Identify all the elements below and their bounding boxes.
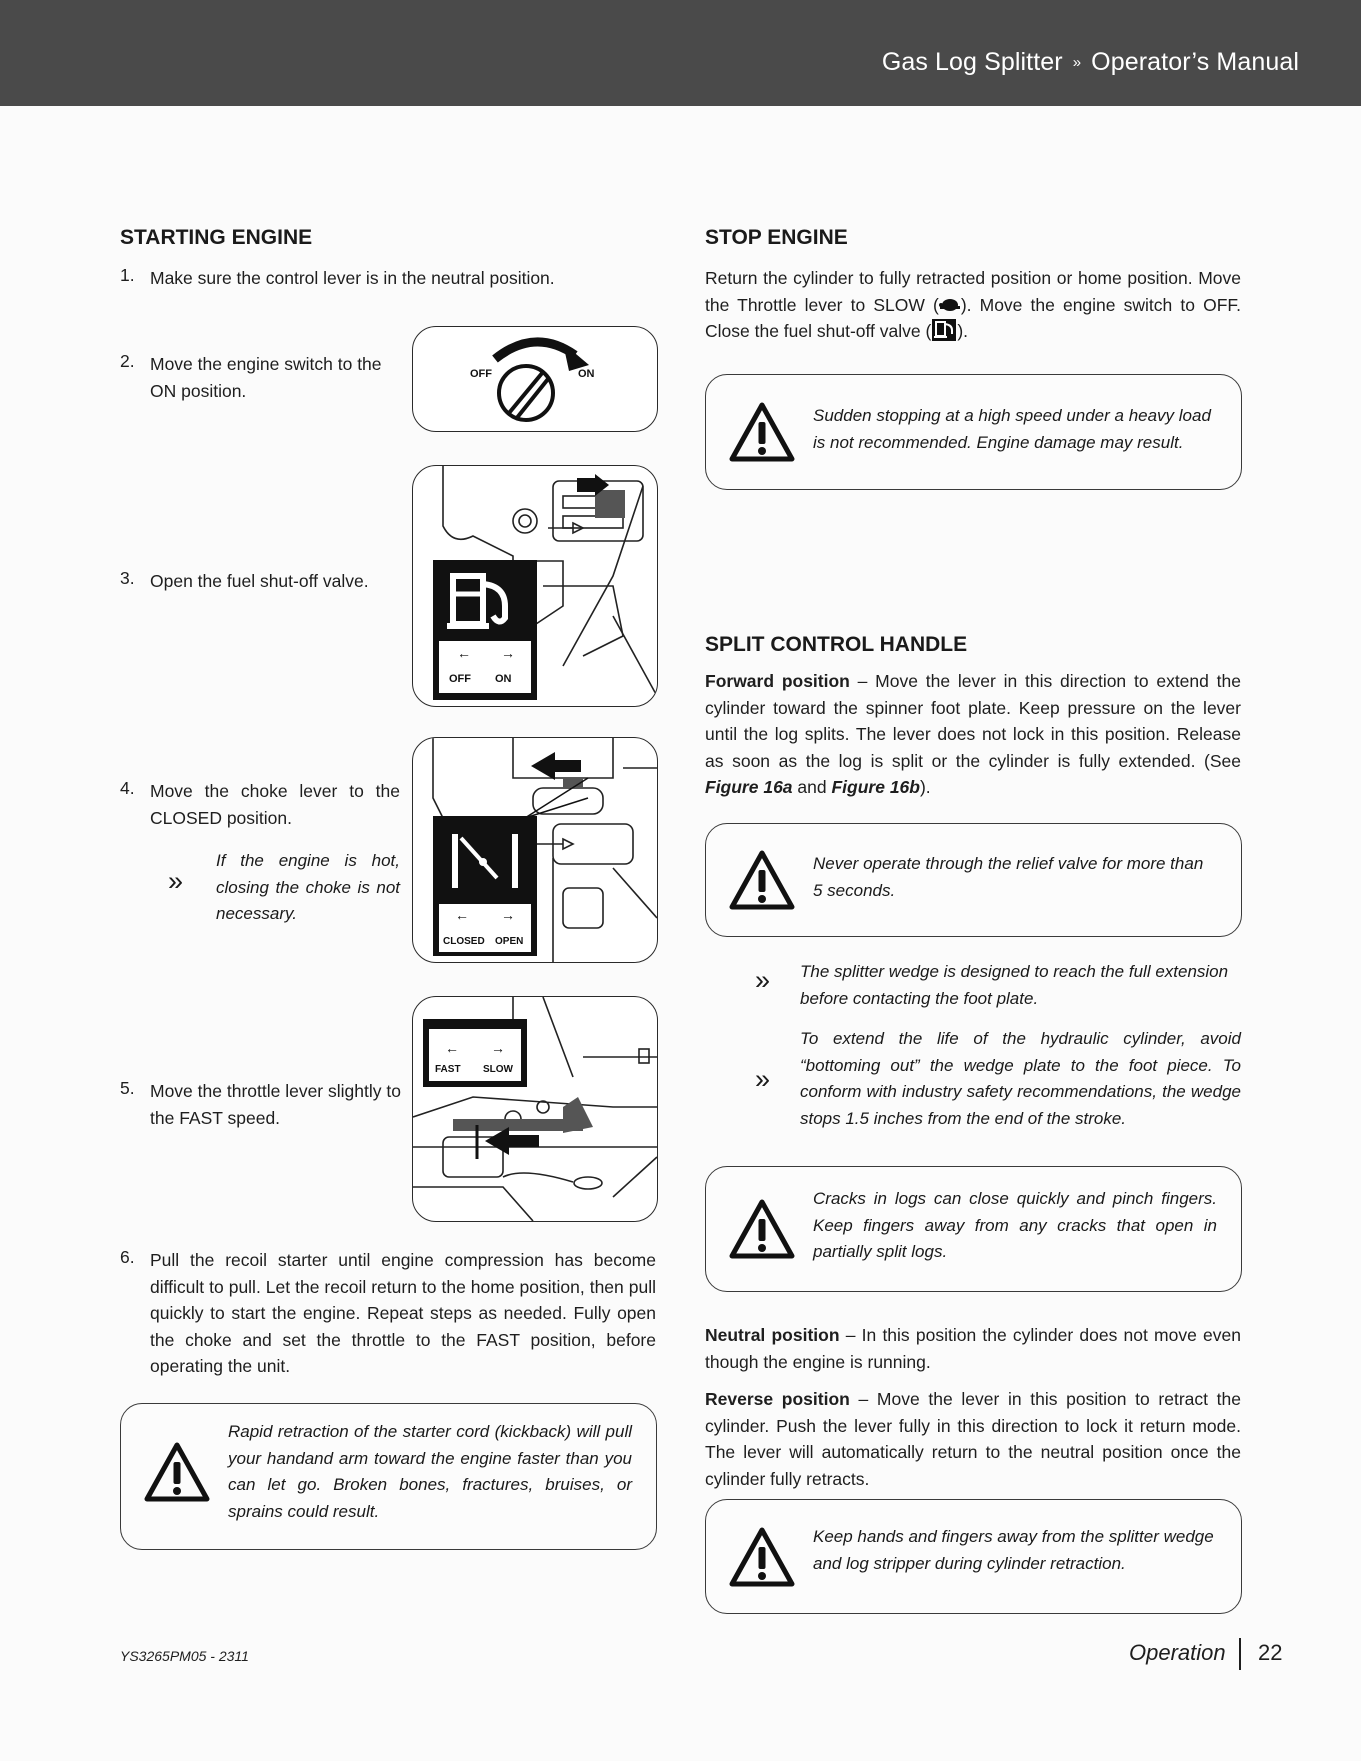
reverse-position-text bbox=[705, 1386, 1241, 1492]
fuel-pump-icon bbox=[931, 318, 957, 342]
double-chevron-icon: » bbox=[755, 1064, 771, 1094]
neutral-position-text bbox=[705, 1322, 1241, 1375]
footer-divider bbox=[1239, 1638, 1241, 1670]
cracks-warning-text: Cracks in logs can close quickly and pinch fingers. Keep fingers away from any cracks that open in partially split logs. bbox=[813, 1189, 1217, 1261]
fuel-on-label: ON bbox=[495, 673, 512, 685]
header-title bbox=[882, 48, 1299, 77]
double-chevron-icon: » bbox=[168, 866, 184, 896]
step-1-text: Make sure the control lever is in the neutral position. bbox=[150, 268, 555, 288]
step-6-text: Pull the recoil starter until engine compression has become difficult to pull. Let the recoil return to the home position, then pull quickly to start the engine. Repeat steps as needed. Fully open the choke and set the throttle to the FAST position, before operating the unit. bbox=[150, 1250, 656, 1376]
double-chevron-icon: » bbox=[755, 965, 771, 995]
forward-body: – Move the lever in this direction to extend the cylinder toward the spinner foot plate. Keep pressure on the lever until the log splits. The lever does not lock in this position. Release as soon as the log is split or the cylinder is fully extended. (See bbox=[705, 671, 1241, 771]
choke-lever-figure bbox=[412, 737, 658, 963]
step-5-text: Move the throttle lever slightly to the FAST speed. bbox=[150, 1081, 401, 1128]
forward-position-text bbox=[705, 668, 1241, 801]
choke-hot-note: If the engine is hot, closing the choke is not necessary. bbox=[216, 851, 400, 923]
warning-triangle-icon bbox=[729, 850, 795, 910]
throttle-lever-figure bbox=[412, 996, 658, 1222]
kickback-warning-text: Rapid retraction of the starter cord (kickback) will pull your handand arm toward the engine faster than you can let go. Broken bones, fractures, bruises, or sprains could result. bbox=[228, 1422, 632, 1521]
starting-engine-heading: STARTING ENGINE bbox=[120, 226, 313, 249]
page-header bbox=[0, 0, 1361, 106]
hands-warning-box bbox=[705, 1499, 1242, 1614]
step-1-number: 1. bbox=[120, 265, 135, 285]
choke-closed-label: CLOSED bbox=[443, 936, 485, 947]
switch-on-label: ON bbox=[578, 368, 595, 380]
step-5-number: 5. bbox=[120, 1078, 135, 1098]
fuel-valve-illustration bbox=[413, 466, 657, 706]
close-paren: ). bbox=[919, 777, 931, 797]
engine-switch-figure bbox=[412, 326, 658, 432]
throttle-lever-illustration bbox=[413, 997, 657, 1221]
warning-triangle-icon bbox=[144, 1442, 210, 1502]
step-4-number: 4. bbox=[120, 778, 135, 798]
svg-text:←: ← bbox=[455, 907, 469, 923]
step-4-text: Move the choke lever to the CLOSED position. bbox=[150, 781, 400, 828]
warning-triangle-icon bbox=[729, 402, 795, 462]
document-code: YS3265PM05 - 2311 bbox=[120, 1648, 249, 1664]
neutral-label: Neutral position bbox=[705, 1325, 840, 1345]
svg-text:→: → bbox=[501, 645, 515, 661]
stop-engine-heading: STOP ENGINE bbox=[705, 226, 848, 249]
and-text: and bbox=[792, 777, 832, 797]
stop-text-1: Return the cylinder to fully retracted position or home position. Move the Throttle lever to SLOW ( bbox=[705, 268, 1241, 315]
reverse-body: – Move the lever in this position to retract the cylinder. Push the lever fully in this direction to lock it return mode. The lever will automatically return to the neutral position once the cylinder fully retracts. bbox=[705, 1389, 1241, 1489]
fuel-valve-figure bbox=[412, 465, 658, 707]
cylinder-note: To extend the life of the hydraulic cylinder, avoid “bottoming out” the wedge plate to the foot piece. To conform with industry safety recommendations, the wedge stops 1.5 inches from the end of the stroke. bbox=[800, 1029, 1241, 1128]
stop-text-3: ). bbox=[957, 321, 969, 341]
svg-text:→: → bbox=[501, 907, 515, 923]
footer-section-name: Operation bbox=[1129, 1640, 1226, 1665]
svg-text:←: ← bbox=[457, 645, 471, 661]
svg-text:→: → bbox=[491, 1040, 505, 1056]
choke-open-label: OPEN bbox=[495, 936, 524, 947]
step-3-number: 3. bbox=[120, 568, 135, 588]
warning-triangle-icon bbox=[729, 1199, 795, 1259]
split-control-heading: SPLIT CONTROL HANDLE bbox=[705, 633, 968, 656]
figure-16b-link[interactable]: Figure 16b bbox=[831, 777, 920, 797]
stop-text-2: ). Move the engine switch to OFF. Close the fuel shut-off valve ( bbox=[705, 294, 1241, 341]
step-6-number: 6. bbox=[120, 1247, 135, 1267]
throttle-slow-label: SLOW bbox=[483, 1064, 513, 1075]
wedge-note: The splitter wedge is designed to reach the full extension before contacting the foot plate. bbox=[800, 962, 1229, 1008]
choke-lever-illustration bbox=[413, 738, 657, 962]
step-3-text: Open the fuel shut-off valve. bbox=[150, 571, 369, 591]
switch-off-label: OFF bbox=[470, 368, 492, 380]
engine-switch-illustration bbox=[413, 327, 657, 431]
header-product: Gas Log Splitter bbox=[881, 48, 1063, 76]
svg-text:←: ← bbox=[445, 1040, 459, 1056]
stop-warning-text: Sudden stopping at a high speed under a heavy load is not recommended. Engine damage may result. bbox=[813, 406, 1211, 452]
header-separator: » bbox=[1072, 54, 1082, 71]
warning-triangle-icon bbox=[729, 1527, 795, 1587]
stop-warning-box bbox=[705, 374, 1242, 490]
stop-engine-text bbox=[705, 265, 1241, 345]
kickback-warning-box bbox=[120, 1403, 657, 1550]
page-number: 22 bbox=[1258, 1640, 1283, 1665]
step-2-text: Move the engine switch to the ON position. bbox=[150, 354, 382, 401]
throttle-fast-label: FAST bbox=[435, 1064, 461, 1075]
figure-16a-link[interactable]: Figure 16a bbox=[705, 777, 793, 797]
neutral-body: – In this position the cylinder does not move even though the engine is running. bbox=[705, 1325, 1241, 1372]
relief-warning-box bbox=[705, 823, 1242, 937]
turtle-icon bbox=[939, 297, 961, 313]
forward-label: Forward position bbox=[705, 671, 850, 691]
header-doc: Operator’s Manual bbox=[1091, 48, 1299, 76]
hands-warning-text: Keep hands and fingers away from the splitter wedge and log stripper during cylinder retraction. bbox=[813, 1527, 1214, 1573]
step-2-number: 2. bbox=[120, 351, 135, 371]
fuel-off-label: OFF bbox=[449, 673, 471, 685]
cracks-warning-box bbox=[705, 1166, 1242, 1292]
relief-warning-text: Never operate through the relief valve for more than 5 seconds. bbox=[813, 854, 1204, 900]
reverse-label: Reverse position bbox=[705, 1389, 850, 1409]
